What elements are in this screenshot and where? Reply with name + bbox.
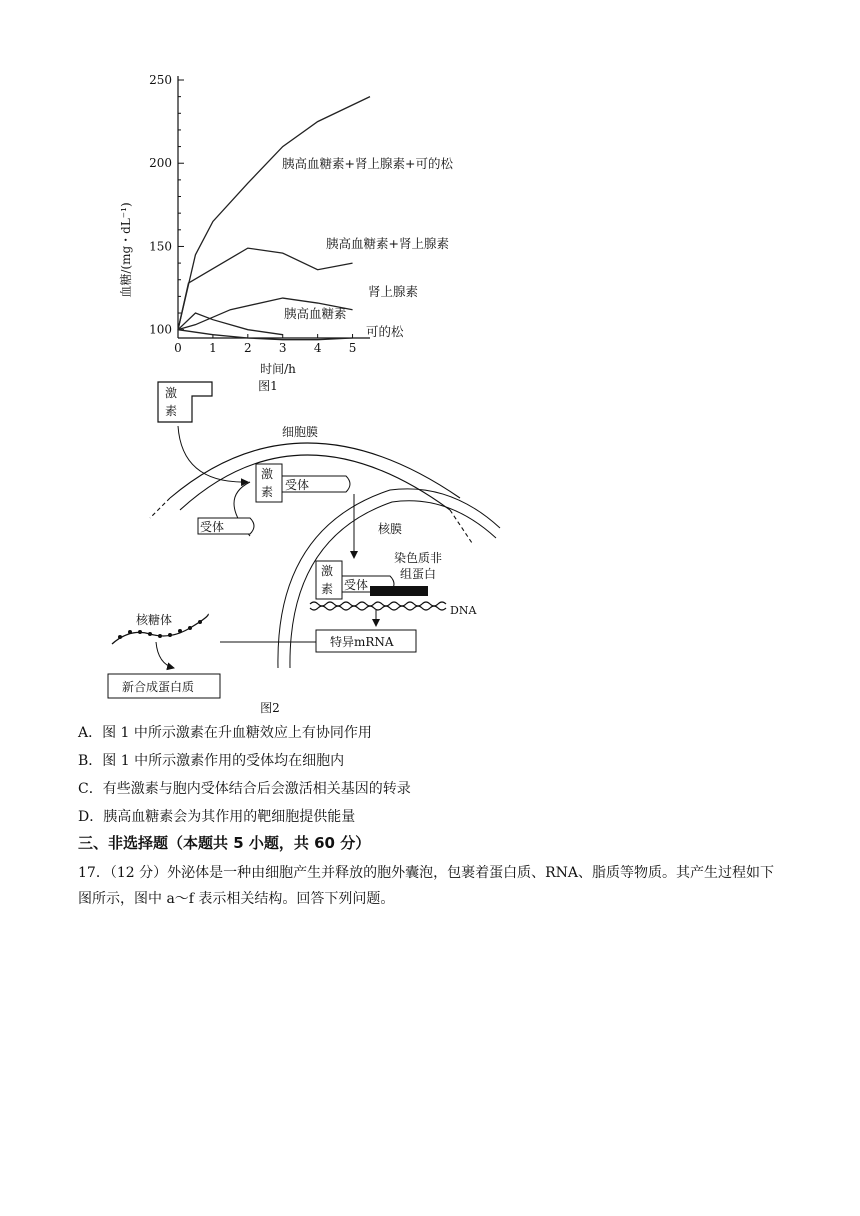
option-d: D．胰高血糖素会为其作用的靶细胞提供能量 xyxy=(78,809,356,825)
series-line-0 xyxy=(178,97,370,330)
x-tick-label: 3 xyxy=(278,341,287,355)
x-tick-label: 0 xyxy=(174,341,182,355)
new-protein-label: 新合成蛋白质 xyxy=(122,680,195,694)
x-axis-label: 时间/h xyxy=(260,362,296,376)
y-tick-label: 250 xyxy=(149,73,172,87)
extracellular-hormone xyxy=(158,382,212,422)
series-label-epi: 肾上腺素 xyxy=(368,284,419,299)
free-receptor xyxy=(198,518,254,534)
figure2-diagram xyxy=(100,378,520,718)
figure2-caption: 图2 xyxy=(260,701,280,715)
series-lines xyxy=(178,97,370,340)
cytoplasm-complex xyxy=(256,464,350,502)
chromatin-label-2: 组蛋白 xyxy=(400,567,437,581)
nuc-hormone-1: 激 xyxy=(321,564,334,578)
y-axis-label: 血糖/(mg・dL⁻¹) xyxy=(119,202,133,298)
chromatin-label-1: 染色质非 xyxy=(394,551,443,565)
cell-membrane-label: 细胞膜 xyxy=(282,425,319,439)
mrna-label: 特异mRNA xyxy=(330,635,394,649)
figure1-chart xyxy=(100,60,500,400)
nuc-receptor: 受体 xyxy=(344,578,369,592)
nuclear-membrane-label: 核膜 xyxy=(378,522,403,536)
x-tick-label: 1 xyxy=(209,341,217,355)
dna-label: DNA xyxy=(450,604,477,617)
complex-hormone-1: 激 xyxy=(261,467,274,481)
complex-receptor: 受体 xyxy=(285,478,310,492)
complex-hormone-2: 素 xyxy=(261,485,274,499)
y-tick-label: 150 xyxy=(149,239,172,254)
mrna-box xyxy=(316,630,416,652)
option-b: B．图 1 中所示激素作用的受体均在细胞内 xyxy=(78,753,345,769)
series-label-glucagon: 胰高血糖素 xyxy=(284,306,347,321)
question-17: 17．（12 分）外泌体是一种由细胞产生并释放的胞外囊泡，包裹着蛋白质、RNA、脂质等物质。其产生过程如下图所示，图中 a～f 表示相关结构。回答下列问题。 xyxy=(78,865,774,907)
nuc-hormone-2: 素 xyxy=(321,582,334,596)
x-tick-label: 4 xyxy=(313,341,322,355)
hormone-label-2: 素 xyxy=(165,404,178,418)
figure1-caption: 图1 xyxy=(258,379,278,393)
ribosome-label: 核糖体 xyxy=(136,613,173,627)
option-a: A．图 1 中所示激素在升血糖效应上有协同作用 xyxy=(78,725,372,741)
new-protein-box xyxy=(108,674,220,698)
y-tick-label: 200 xyxy=(149,156,172,171)
y-tick-labels xyxy=(149,73,172,337)
chart-axes xyxy=(178,76,370,338)
section-title: 三、非选择题（本题共 5 小题，共 60 分） xyxy=(78,834,371,852)
series-label-gluc-epi: 胰高血糖素+肾上腺素 xyxy=(326,236,449,251)
dna-strand xyxy=(310,602,446,610)
x-tick-label: 2 xyxy=(243,341,252,355)
x-tick-label: 5 xyxy=(348,341,357,355)
x-tick-labels xyxy=(174,341,356,355)
hormone-label-1: 激 xyxy=(165,386,178,400)
option-c: C．有些激素与胞内受体结合后会激活相关基因的转录 xyxy=(78,781,411,797)
free-receptor-label: 受体 xyxy=(200,520,225,534)
series-label-cortisone: 可的松 xyxy=(366,324,404,339)
series-label-all-three: 胰高血糖素+肾上腺素+可的松 xyxy=(282,156,453,171)
y-tick-label: 100 xyxy=(149,322,172,337)
